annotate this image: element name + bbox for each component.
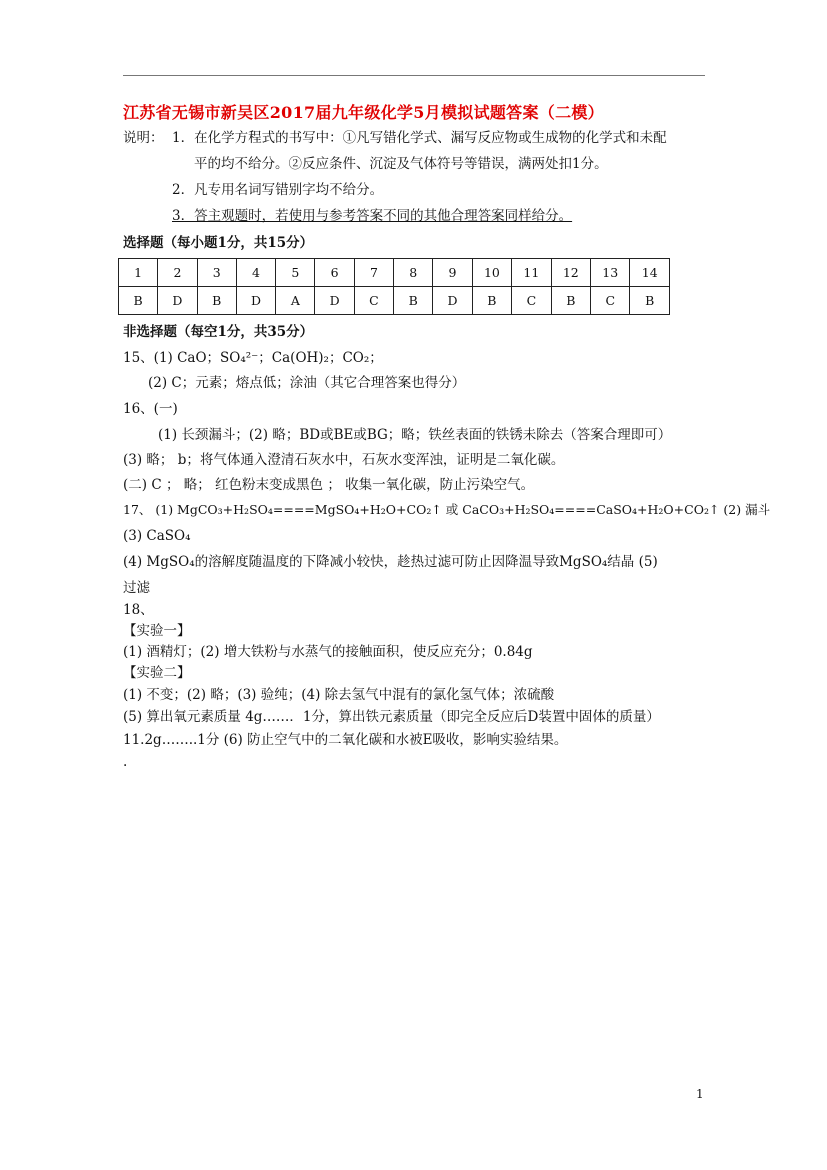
answer-15-1: 15、(1) CaO；SO₄²⁻；Ca(OH)₂；CO₂；: [123, 350, 383, 366]
table-cell: B: [472, 287, 511, 315]
experiment-1-answer: (1) 酒精灯；(2) 增大铁粉与水蒸气的接触面积，使反应充分；0.84g: [123, 644, 533, 660]
table-cell: 8: [394, 259, 433, 287]
table-cell: 14: [630, 259, 670, 287]
table-cell: 11: [512, 259, 551, 287]
answer-16-heading: 16、(一): [123, 401, 178, 417]
table-cell: C: [591, 287, 630, 315]
trailing-dot: .: [123, 754, 128, 770]
answer-17-5: 过滤: [123, 580, 150, 596]
table-row-answers: [119, 287, 670, 315]
answer-17-4: (4) MgSO₄的溶解度随温度的下降减小较快，趁热过滤可防止因降温导致MgSO₄结晶 (5): [123, 554, 658, 570]
answer-16-3: (3) 略； b；将气体通入澄清石灰水中，石灰水变浑浊，证明是二氧化碳。: [123, 452, 565, 468]
note-1a: 1．在化学方程式的书写中：①凡写错化学式、漏写反应物或生成物的化学式和未配: [172, 130, 667, 146]
table-cell: 3: [197, 259, 236, 287]
page-number: 1: [696, 1087, 704, 1101]
note-3: 3．答主观题时，若使用与参考答案不同的其他合理答案同样给分。: [172, 208, 573, 224]
table-cell: 12: [551, 259, 590, 287]
table-cell: 6: [315, 259, 354, 287]
answer-15-2: (2) C；元素；熔点低；涂油（其它合理答案也得分）: [148, 375, 466, 391]
table-cell: 5: [276, 259, 315, 287]
table-cell: B: [551, 287, 590, 315]
notes-label: 说明：: [123, 130, 164, 146]
header-rule: [123, 75, 705, 76]
table-row-numbers: [119, 259, 670, 287]
table-cell: 1: [119, 259, 158, 287]
table-cell: 4: [236, 259, 275, 287]
nonchoice-header: 非选择题（每空1分，共35分）: [123, 324, 314, 340]
choice-header: 选择题（每小题1分，共15分）: [123, 235, 314, 251]
table-cell: B: [197, 287, 236, 315]
answer-table: [118, 258, 670, 315]
answer-17-3: (3) CaSO₄: [123, 528, 191, 544]
experiment-2-line-3: 11.2g……..1分 (6) 防止空气中的二氧化碳和水被E吸收，影响实验结果。: [123, 732, 568, 748]
answer-18-heading: 18、: [123, 602, 154, 618]
answer-16-1: (1) 长颈漏斗；(2) 略；BD或BE或BG；略；铁丝表面的铁锈未除去（答案合理即可）: [158, 427, 672, 443]
answer-17-1: 17、 (1) MgCO₃+H₂SO₄====MgSO₄+H₂O+CO₂↑ 或 CaCO₃+H₂SO₄====CaSO₄+H₂O+CO₂↑ (2) 漏斗: [123, 502, 771, 517]
table-cell: C: [512, 287, 551, 315]
experiment-1-heading: 【实验一】: [123, 623, 191, 639]
note-1b: 平的均不给分。②反应条件、沉淀及气体符号等错误，满两处扣1分。: [194, 156, 608, 172]
note-2: 2．凡专用名词写错别字均不给分。: [172, 182, 384, 198]
table-cell: 7: [354, 259, 393, 287]
experiment-2-line-2: (5) 算出氧元素质量 4g……．1分，算出铁元素质量（即完全反应后D装置中固体的质量）: [123, 709, 660, 725]
table-cell: D: [315, 287, 354, 315]
table-cell: A: [276, 287, 315, 315]
table-cell: 13: [591, 259, 630, 287]
table-cell: D: [236, 287, 275, 315]
answer-16-2: (二) C ； 略； 红色粉末变成黑色 ； 收集一氧化碳，防止污染空气。: [123, 477, 535, 493]
table-cell: 9: [433, 259, 472, 287]
page-title: 江苏省无锡市新吴区2017届九年级化学5月模拟试题答案（二模）: [123, 103, 604, 122]
table-cell: B: [394, 287, 433, 315]
experiment-2-line-1: (1) 不变；(2) 略；(3) 验纯；(4) 除去氢气中混有的氯化氢气体；浓硫酸: [123, 687, 555, 703]
table-cell: 10: [472, 259, 511, 287]
table-cell: D: [158, 287, 197, 315]
table-cell: 2: [158, 259, 197, 287]
table-cell: B: [119, 287, 158, 315]
table-cell: C: [354, 287, 393, 315]
table-cell: D: [433, 287, 472, 315]
experiment-2-heading: 【实验二】: [123, 665, 191, 681]
table-cell: B: [630, 287, 670, 315]
